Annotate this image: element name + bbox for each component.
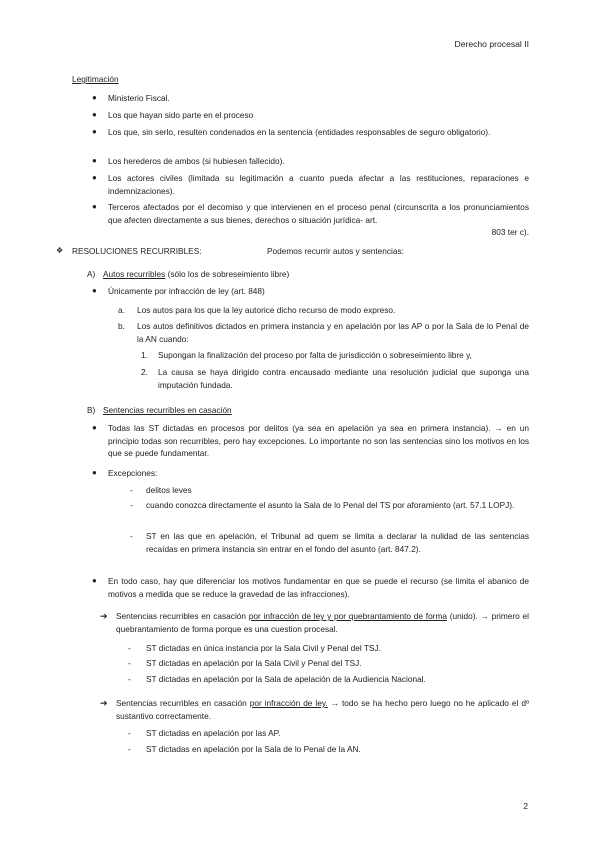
- dash-icon: -: [128, 658, 131, 668]
- bullet-icon: ●: [92, 202, 97, 211]
- legitimacion-heading: Legitimación: [72, 74, 119, 84]
- arrow-bullet-icon: ➔: [100, 611, 108, 621]
- arrow-2-post: → todo se ha hecho pero luego no he aplicado el dº sustantivo correctamente.: [116, 698, 529, 721]
- legitimacion-item-2: Los que hayan sido parte en el proceso: [108, 110, 254, 120]
- section-a-bullet: Únicamente por infracción de ley (art. 848): [108, 286, 265, 296]
- arrow-1-underlined: por infracción de ley y por quebrantamiento de forma: [248, 611, 447, 621]
- arrow-1-text: [116, 610, 529, 635]
- section-a-item-label: a.: [118, 305, 125, 315]
- legitimacion-item-1: Ministerio Fiscal.: [108, 93, 170, 103]
- dash-icon: -: [128, 744, 131, 754]
- excepcion-item: delitos leves: [146, 485, 192, 495]
- bullet-icon: ●: [92, 423, 97, 432]
- section-a-title-line: [103, 268, 289, 281]
- arrow-2-pre: Sentencias recurribles en casación: [116, 698, 250, 708]
- bullet-icon: ●: [92, 110, 97, 119]
- excepcion-item: ST en las que en apelación, el Tribunal ad quem se limita a declarar la nulidad de las sentencias recaídas en primera instancia sin entrar en el fondo del asunto (art. 847.2).: [146, 531, 529, 554]
- section-a-subitem-label: 2.: [141, 367, 148, 377]
- section-a-item-text: Los autos para los que la ley autorice dicho recurso de modo expreso.: [137, 305, 396, 315]
- excepcion-item: cuando conozca directamente el asunto la Sala de lo Penal del TS por aforamiento (art. 57.1 LOPJ).: [146, 500, 515, 510]
- section-a-subitem-text: Supongan la finalización del proceso por falta de jurisdicción o sobreseimiento libre y,: [158, 350, 472, 360]
- arrow-2-underlined: por infracción de ley.: [249, 698, 328, 708]
- arrow-1-item: ST dictadas en apelación por la Sala Civil y Penal del TSJ.: [146, 658, 362, 668]
- dash-icon: -: [130, 500, 133, 510]
- section-a-letter: A): [87, 269, 96, 279]
- bullet-icon: ●: [92, 173, 97, 182]
- dash-icon: -: [130, 531, 133, 541]
- legitimacion-item-5: Los actores civiles (limitada su legitimación a cuanto pueda afectar a las restituciones, reparaciones e indemnizaciones).: [108, 173, 529, 196]
- section-b-letter: B): [87, 405, 96, 415]
- dash-icon: -: [128, 728, 131, 738]
- page-number: 2: [523, 801, 528, 811]
- legitimacion-item-6: Terceros afectados por el decomiso y que intervienen en el proceso penal (circunscrita a los pronunciamientos que afecten directamente a sus bienes, derechos o situación jurídica- art.: [108, 202, 529, 225]
- section-a-subitem-text: La causa se haya dirigido contra encausado mediante una resolución judicial que suponga una imputación fundada.: [158, 367, 529, 390]
- arrow-1-post: (unido). → primero el quebrantamiento de forma porque es una cuestion procesal.: [116, 611, 529, 634]
- arrow-2-item: ST dictadas en apelación por las AP.: [146, 728, 281, 738]
- section-a-title: Autos recurribles: [103, 269, 166, 279]
- legitimacion-item-3: Los que, sin serlo, resulten condenados en la sentencia (entidades responsables de seguro obligatorio).: [108, 127, 491, 137]
- arrow-1-item: ST dictadas en apelación por la Sala de apelación de la Audiencia Nacional.: [146, 674, 426, 684]
- bullet-icon: ●: [92, 286, 97, 295]
- section-a-title-rest: (sólo los de sobreseimiento libre): [165, 269, 290, 279]
- section-a-item-text: Los autos definitivos dictados en primera instancia y en apelación por las AP o por la Sala de lo Penal de la AN cuando:: [137, 321, 529, 344]
- bullet-icon: ●: [92, 127, 97, 136]
- bullet-icon: ●: [92, 468, 97, 477]
- arrow-bullet-icon: ➔: [100, 698, 108, 708]
- bullet-icon: ●: [92, 93, 97, 102]
- arrow-1-pre: Sentencias recurribles en casación: [116, 611, 249, 621]
- arrow-1-item: ST dictadas en única instancia por la Sala Civil y Penal del TSJ.: [146, 643, 381, 653]
- section-a-item-label: b.: [118, 321, 125, 331]
- resoluciones-heading: RESOLUCIONES RECURRIBLES:: [72, 246, 202, 256]
- excepciones-label: Excepciones:: [108, 468, 158, 478]
- dash-icon: -: [130, 485, 133, 495]
- section-b-title: Sentencias recurribles en casación: [103, 405, 232, 415]
- dash-icon: -: [128, 674, 131, 684]
- legitimacion-item-4: Los herederos de ambos (si hubiesen fallecido).: [108, 156, 285, 166]
- resoluciones-subheading: Podemos recurrir autos y sentencias:: [267, 246, 404, 256]
- legitimacion-item-6-tail: 803 ter c).: [491, 227, 529, 237]
- page-header-title: Derecho procesal II: [454, 39, 529, 49]
- diamond-bullet-icon: ❖: [56, 246, 64, 255]
- bullet-icon: ●: [92, 576, 97, 585]
- section-b-bullet-1: Todas las ST dictadas en procesos por delitos (ya sea en apelación ya sea en primera instancia). → en un principio todas son recurribles, pero hay excepciones. Lo importante no son las sentencias sino los motivos en los que se puede fundamentar.: [108, 423, 529, 458]
- dash-icon: -: [128, 643, 131, 653]
- section-a-subitem-label: 1.: [141, 350, 148, 360]
- arrow-2-item: ST dictadas en apelación por la Sala de lo Penal de la AN.: [146, 744, 361, 754]
- section-b-bullet-3: En todo caso, hay que diferenciar los motivos fundamentar en que se puede el recurso (se limita el abanico de motivos a medida que se reduce la gravedad de las infracciones).: [108, 576, 529, 599]
- arrow-2-text: [116, 697, 529, 722]
- bullet-icon: ●: [92, 156, 97, 165]
